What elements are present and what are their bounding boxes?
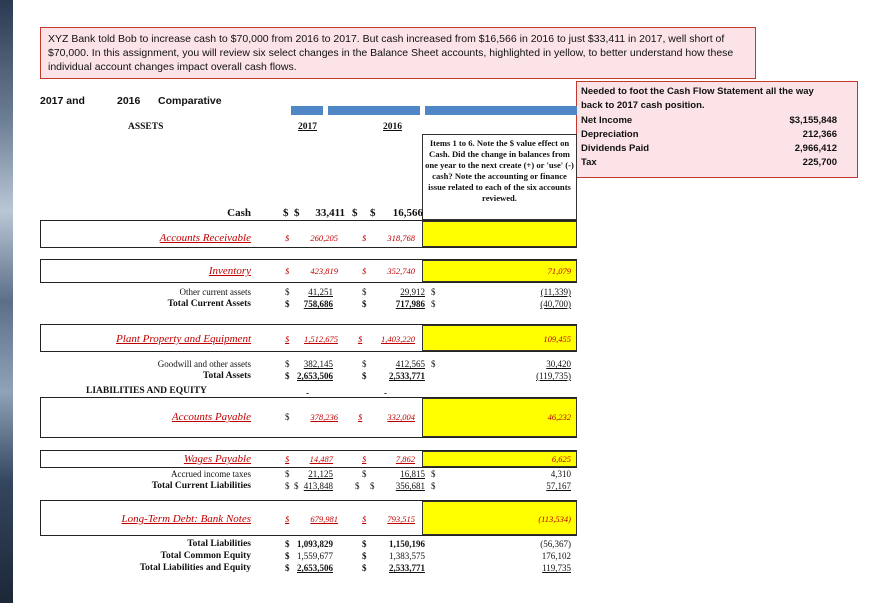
ppe-dollar-2: $ [358,334,363,344]
tcl-dollar-3: $ [355,481,360,491]
wages-2016: 7,862 [395,454,415,464]
total-assets-dollar-1: $ [285,371,290,381]
ar-2017: 260,205 [310,233,338,243]
goodwill-2017: 382,145 [303,359,333,369]
inventory-effect: 71,079 [547,266,571,276]
cash-2016: 16,566 [392,207,423,219]
accrued-tax-label: Accrued income taxes [171,469,251,479]
total-assets-label: Total Assets [203,371,251,381]
total-equity-2016: 1,383,575 [389,551,425,561]
tcl-dollar-4: $ [370,481,375,491]
ltd-dollar-2: $ [362,514,367,524]
ap-dollar-2: $ [358,412,363,422]
total-le-effect: 119,735 [542,563,571,573]
ap-label: Accounts Payable [171,411,251,423]
ap-2016: 332,004 [387,412,415,422]
col-2017-header: 2017 [298,122,317,132]
ar-dollar-2: $ [362,233,367,243]
assets-heading: ASSETS [128,122,164,132]
ppe-dollar-1: $ [285,334,290,344]
ppe-effect: 109,455 [543,334,571,344]
header-bar-2 [328,106,420,115]
goodwill-2016: 412,565 [395,359,425,369]
total-assets-2016: 2,533,771 [389,371,425,381]
inventory-2017: 423,819 [310,266,338,276]
oca-2017: 41,251 [308,287,333,297]
tcl-2017: 413,848 [303,481,333,491]
oca-effect: (11,339) [540,287,571,297]
oca-2016: 29,912 [400,287,425,297]
ltd-label: Long-Term Debt: Bank Notes [121,513,251,525]
total-liabilities-dollar-1: $ [285,539,290,549]
ltd-effect: (113,534) [538,514,571,524]
left-window-edge [0,0,13,603]
total-assets-dollar-2: $ [362,371,367,381]
cash-dollar-4: $ [370,207,376,219]
tca-2016: 717,986 [395,299,425,309]
wages-effect: 6,625 [551,454,571,464]
total-assets-effect: (119,735) [536,371,571,381]
ap-effect: 46,232 [547,412,571,422]
total-equity-2017: 1,559,677 [297,551,333,561]
total-equity-dollar-2: $ [362,551,367,561]
tca-dollar-1: $ [285,299,290,309]
dash-2016: - [384,388,387,398]
total-liabilities-effect: (56,367) [540,539,571,549]
ltd-2016: 793,515 [387,514,415,524]
header-bar-3 [425,106,577,115]
tcl-effect: 57,167 [546,481,571,491]
ltd-dollar-1: $ [285,514,290,524]
ap-dollar-1: $ [285,412,290,422]
total-assets-2017: 2,653,506 [297,371,333,381]
inventory-dollar-2: $ [362,266,367,276]
total-equity-label: Total Common Equity [160,551,251,561]
oca-dollar-3: $ [431,287,436,297]
wages-dollar-1: $ [285,454,290,464]
oca-dollar-1: $ [285,287,290,297]
accrued-tax-2016: 16,815 [400,469,425,479]
inventory-dollar-1: $ [285,266,290,276]
accrued-tax-dollar-3: $ [431,469,436,479]
ar-2016: 318,768 [387,233,415,243]
needed-label-tax: Tax [581,157,597,168]
total-le-2017: 2,653,506 [297,563,333,573]
goodwill-dollar-1: $ [285,359,290,369]
accrued-tax-effect: 4,310 [550,469,571,479]
wages-dollar-2: $ [362,454,367,464]
ppe-label: Plant Property and Equipment [116,333,251,345]
tcl-2016: 356,681 [395,481,425,491]
ltd-2017: 679,981 [310,514,338,524]
tcl-dollar-1: $ [285,481,290,491]
cash-dollar-1: $ [283,207,289,219]
ppe-2016: 1,403,220 [381,334,415,344]
total-liabilities-2017: 1,093,829 [297,539,333,549]
needed-label-dividends: Dividends Paid [581,143,650,154]
col-2016-header: 2016 [383,122,402,132]
goodwill-dollar-2: $ [362,359,367,369]
ar-label: Accounts Receivable [159,232,251,244]
inventory-label: Inventory [208,265,251,277]
inventory-2016: 352,740 [387,266,415,276]
accrued-tax-dollar-2: $ [362,469,367,479]
accrued-tax-dollar-1: $ [285,469,290,479]
needed-heading-1: Needed to foot the Cash Flow Statement all the way [581,86,814,97]
tcl-dollar-2: $ [294,481,299,491]
total-le-2016: 2,533,771 [389,563,425,573]
total-le-label: Total Liabilities and Equity [139,563,251,573]
total-le-dollar-2: $ [362,563,367,573]
total-liabilities-dollar-2: $ [362,539,367,549]
goodwill-effect: 30,420 [546,359,571,369]
cash-dollar-2: $ [294,207,300,219]
cash-2017: 33,411 [315,207,345,219]
oca-dollar-2: $ [362,287,367,297]
total-equity-effect: 176,102 [541,551,571,561]
needed-value-net-income: $3,155,848 [789,115,837,126]
tca-label: Total Current Assets [167,299,251,309]
tcl-dollar-5: $ [431,481,436,491]
intro-text: XYZ Bank told Bob to increase cash to $70,000 from 2016 to 2017. But cash increased from $16,566 in 2016 to just $33,411 in 2017, well short of $70,000. In this assignment, you will review six select changes in the Balance Sheet accounts, highlighted in yellow, to better understand how these individual account changes impact overall cash flows. [40,27,756,79]
total-le-dollar-1: $ [285,563,290,573]
tca-dollar-3: $ [431,299,436,309]
accrued-tax-2017: 21,125 [308,469,333,479]
tca-dollar-2: $ [362,299,367,309]
total-liabilities-2016: 1,150,196 [389,539,425,549]
tca-2017: 758,686 [303,299,333,309]
title-comparative: Comparative [158,95,222,107]
liabilities-equity-heading: LIABILITIES AND EQUITY [86,386,207,396]
needed-value-depreciation: 212,366 [802,129,837,140]
wages-label: Wages Payable [183,453,251,465]
cash-dollar-3: $ [352,207,358,219]
title-2017: 2017 and [40,95,85,107]
oca-label: Other current assets [179,287,251,297]
needed-label-depreciation: Depreciation [581,129,639,140]
ar-dollar-1: $ [285,233,290,243]
total-liabilities-label: Total Liabilities [187,539,251,549]
dash-2017: - [306,388,309,398]
title-2016: 2016 [117,95,141,107]
needed-label-net-income: Net Income [581,115,633,126]
instruction-note: Items 1 to 6. Note the $ value effect on Cash. Did the change in balances from one year to the next create (+) or 'use' (-) cash? Note the accounting or finance issue related to each of the six accounts reviewed. [422,134,577,220]
goodwill-dollar-3: $ [431,359,436,369]
goodwill-label: Goodwill and other assets [157,359,251,369]
ppe-2017: 1,512,675 [304,334,338,344]
needed-heading-2: back to 2017 cash position. [581,100,705,111]
tca-effect: (40,700) [540,299,571,309]
tcl-label: Total Current Liabilities [151,481,251,491]
needed-value-dividends: 2,966,412 [794,143,837,154]
ar-effect-cell [422,221,577,247]
header-bar-1 [291,106,323,115]
needed-box [576,81,858,178]
cash-label: Cash [227,207,251,219]
wages-2017: 14,487 [309,454,333,464]
ap-2017: 378,236 [310,412,338,422]
total-equity-dollar-1: $ [285,551,290,561]
needed-value-tax: 225,700 [802,157,837,168]
